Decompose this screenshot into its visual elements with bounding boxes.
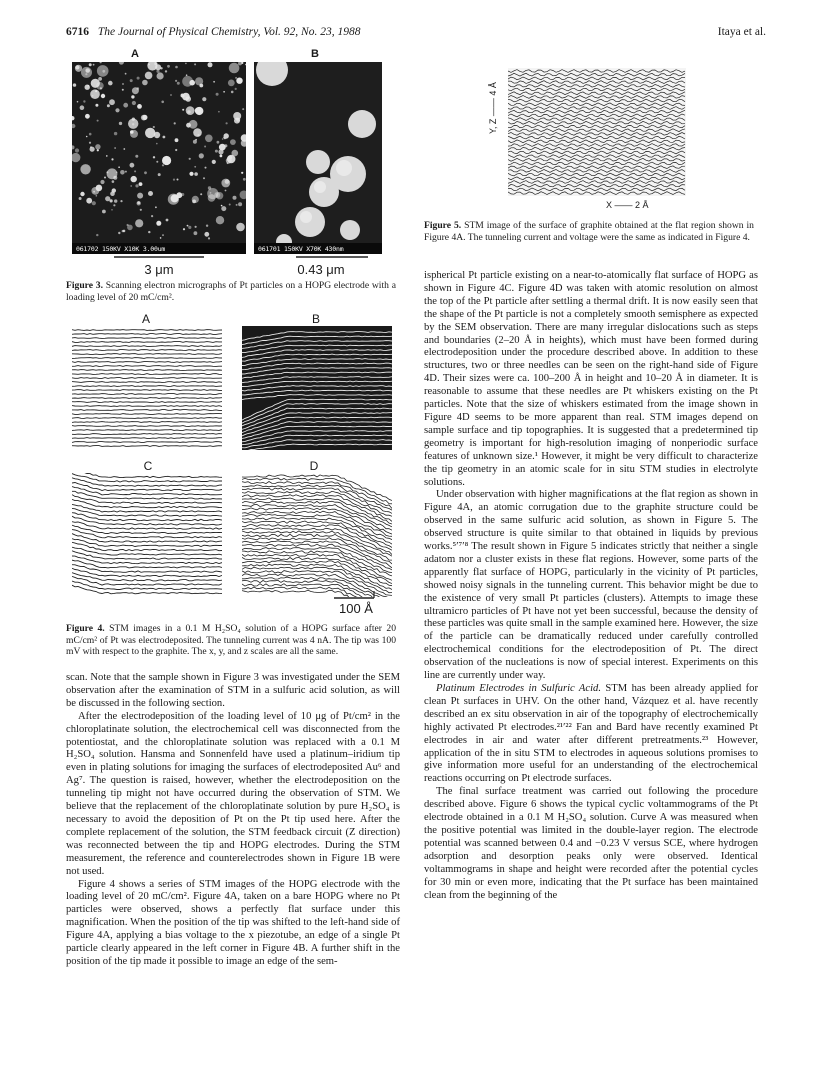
fig3-panel-b-footer: 061701 150KV X70K 430nm — [258, 245, 344, 253]
fig4-stm-image-c — [72, 473, 222, 597]
fig4-caption-text: STM images in a 0.1 M H₂SO₄ solution of a HOPG surface after 20 mC/cm² of Pt was electrodeposited. The tunneling current was 4 nA. The tip was 100 mV with respect to the graphite. The x, y, and z scales are all the same. — [66, 623, 396, 658]
left-paragraph-2: After the electrodeposition of the loading level of 10 μg of Pt/cm² in the chloroplatinate solution, the electrochemical cell was disconnected from the potentiostat, and the chloroplatinate solution was replaced with a 0.1 M H₂SO₄ solution. Hansma and Sonnenfeld have used a platinum–iridium tip even in plating solutions for imaging the surfaces of electrodeposited Au⁶ and Ag⁷. The question is raised, however, whether the electrodeposition on the tunneling tip might not have occurred during the observation of STM. We believe that the replacement of the chloroplatinate solution by pure H₂SO₄ is necessary to avoid the deposition of Pt on the Pt tip used here. After the complete replacement of the solution, the STM feedback circuit (Z direction) was reconnected between the tip and HOPG electrodes. During the STM measurement, the reference and counterelectrodes shown in Figure 1B were not used. — [66, 710, 400, 877]
fig3-panel-a-footer: 061702 150KV X10K 3.00um — [76, 245, 166, 253]
journal-citation: The Journal of Physical Chemistry, Vol. 92, No. 23, 1988 — [97, 26, 361, 38]
right-column-body — [424, 270, 758, 902]
fig3-panel-a-label: A — [131, 48, 139, 60]
fig3-panel-a-scale: 3 μm — [144, 262, 174, 277]
fig4-stm-image-b — [242, 326, 392, 450]
fig4-stm-image-a — [72, 326, 222, 450]
fig5-y-axis-label: Y, Z —— 4 Å — [488, 82, 498, 134]
fig3-panel-b-label: B — [311, 48, 319, 60]
right-paragraph-4: The final surface treatment was carried out following the procedure described above. Figure 6 shows the typical cyclic voltammograms of the Pt electrode obtained in a 0.1 M H₂SO₄ solution. Curve A was measured when the positive potential was limited in the double-layer region. The electrode potential was scanned between 0.4 and −0.23 V versus SCE, where hydrogen adsorption and desorption peaks only were observed. Identical voltammograms in shape and height were recorded after the potential cycles for 30 min or even more, indicating that the Pt surface has been maintained clean from the beginning of the — [424, 786, 758, 901]
fig4-scale-label: 100 Å — [339, 601, 373, 616]
fig3-sem-image-b — [254, 62, 382, 254]
fig3-scale-bars — [72, 254, 392, 262]
left-paragraph-3: Figure 4 shows a series of STM images of the HOPG electrode with the loading level of 20 mC/cm². Figure 4A, taken on a bare HOPG where no Pt particles were observed, shows a perfectly flat surface under this magnification. When the position of the tip was shifted to the left-hand side of Figure 4A, applying a bias voltage to the x piezotube, an edge of a single Pt particle clearly appeared in the left corner in Figure 4B. A further shift in the position of the tip made it possible to image an edge of the sem- — [66, 878, 400, 967]
fig4-panel-b-label: B — [311, 312, 320, 326]
fig4-stm-image-d — [242, 473, 392, 597]
fig4-caption-label: Figure 4. — [66, 623, 105, 634]
fig4-panel-c-label: C — [143, 459, 153, 473]
fig3-panel-b-scale: 0.43 μm — [297, 262, 345, 277]
left-column-body — [66, 672, 400, 969]
fig3-sem-image-a — [72, 62, 246, 254]
fig4-panel-a-label: A — [141, 312, 150, 326]
right-paragraph-3 — [424, 683, 758, 786]
fig5-stm-graphite-image — [508, 68, 686, 196]
fig5-x-axis-label: X —— 2 Å — [606, 200, 649, 210]
left-paragraph-1: scan. Note that the sample shown in Figure 3 was investigated under the SEM observation after the examination of STM in a sulfuric acid solution, as will be discussed in the following section. — [66, 672, 400, 709]
fig4-caption — [66, 623, 396, 658]
fig3-caption — [66, 280, 396, 303]
page-number: 6716 — [66, 26, 89, 38]
fig3-caption-label: Figure 3. — [66, 280, 103, 291]
fig5-caption-label: Figure 5. — [424, 220, 462, 231]
right-paragraph-2: Under observation with higher magnifications at the flat region as shown in Figure 4A, an atomic corrugation due to the graphite structure could be observed in the same sulfuric acid solution, as shown in Figure 5. The observed structure is quite similar to that obtained in liquids by previous works.⁵ʹ⁷ʹ⁸ The result shown in Figure 5 indicates strictly that neither a single adatom nor a cluster exists in these flat regions. However, some parts of the apparently flat surface of HOPG, particularly in the vicinity of Pt particles, showed noisy signals in the tunneling current. This behavior might be due to the existence of very small Pt particles (clusters). Attempts to image these ultramicro particles of Pt have not yet been successful, because the density of these particles was quite small in the sample examined here. However, the size of the particle can be dramatically reduced under carefully controlled electrochemical conditions for the electrodeposition of Pt. The direct observation of the nucleations is now of special interest. Experiments on this line are currently under way. — [424, 489, 758, 682]
running-authors: Itaya et al. — [717, 26, 766, 38]
fig4-panel-d-label: D — [309, 459, 319, 473]
right-paragraph-1: ispherical Pt particle existing on a near-to-atomically flat surface of HOPG as shown in Figure 4C. Figure 4D was taken with atomic resolution on almost the top of the Pt particle after settling a thermal drift. It is now easily seen that the shape of the Pt particle is not a completely smooth semisphere as expected by the SEM observation. There are many irregular dislocations such as steps and boundaries (2–20 Å in heights), which must have been formed during electrodeposition under the procedure described above. In addition to these structures, two or three needles can be seen on the right-hand side of Figure 4D. Their sizes were ca. 100–200 Å in height and 10–20 Å in diameter. It is reasonable to assume that these needles are Pt whiskers existing on the Pt particles. Note that the size of whiskers estimated from the image shown in Figure 4D seems to be more apparent than real. STM images depend on sample surface and tip topographies. It is suggested that a predetermined tip geometry is important for high-resolution imaging of nonperiodic surface features of unknown size.¹ However, it might be very difficult to characterize the tip geometry in an atomic scale for in situ STM studies in electrolyte solutions. — [424, 270, 758, 488]
right-paragraph-3-text: STM has been already applied for clean Pt surfaces in UHV. On the other hand, Vázquez et al. have recently described an ex situ observation in air of the topography of electrochemically highly activated Pt electrodes.²¹ʹ²² Fan and Bard have recently examined Pt electrodes in air and water after different pretreatments.²³ However, application of the in situ STM to electrodes in aqueous solutions promises to give information more useful for an understanding of the electrochemical reactions occurring on Pt electrode surfaces. — [424, 683, 758, 785]
fig5-caption-text: STM image of the surface of graphite obtained at the flat region shown in Figure 4A. The tunneling current and voltage were the same as indicated in Figure 4. — [424, 220, 754, 243]
section-heading-platinum: Platinum Electrodes in Sulfuric Acid. — [436, 683, 601, 694]
fig5-caption — [424, 220, 754, 243]
fig3-caption-text: Scanning electron micrographs of Pt particles on a HOPG electrode with a loading level of 20 mC/cm². — [66, 280, 396, 303]
running-header — [66, 26, 766, 42]
